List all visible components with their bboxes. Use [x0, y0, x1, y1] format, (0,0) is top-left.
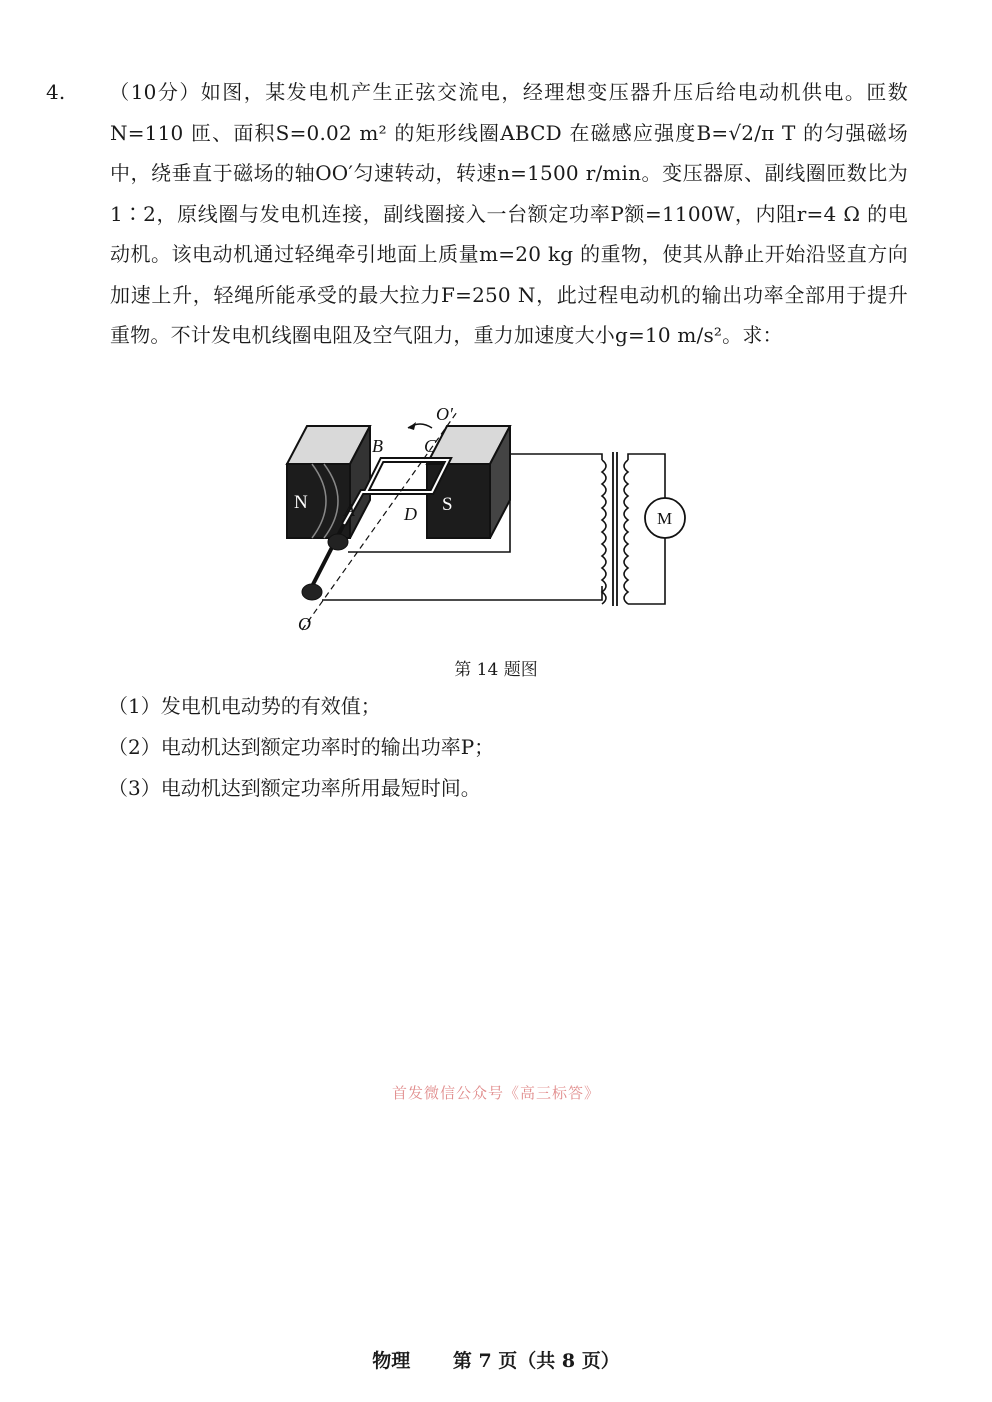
- secondary-circuit: [628, 454, 685, 604]
- label-d: D: [404, 504, 417, 524]
- label-b: B: [372, 436, 383, 456]
- problem-text: （10分）如图，某发电机产生正弦交流电，经理想变压器升压后给电动机供电。匝数N=110 匝、面积S=0.02 m² 的矩形线圈ABCD 在磁感应强度B=√2/π T 的匀强磁场中，绕垂直于磁场的轴OO′匀速转动，转速n=1500 r/min。变压器原、副线圈匝数比为1∶2，原线圈与发电机连接，副线圈接入一台额定功率P额=1100W，内阻r=4 Ω 的电动机。该电动机通过轻绳牵引地面上质量m=20 kg 的重物，使其从静止开始沿竖直方向加速上升，轻绳所能承受的最大拉力F=250 N，此过程电动机的输出功率全部用于提升重物。不计发电机线圈电阻及空气阻力，重力加速度大小g=10 m/s²。求：: [108, 80, 908, 347]
- transformer: [602, 452, 628, 606]
- label-o: O: [298, 614, 311, 634]
- watermark-text: 首发微信公众号《高三标答》: [391, 1084, 600, 1102]
- label-motor: M: [657, 509, 673, 528]
- north-magnet: [287, 426, 370, 538]
- label-south: S: [442, 494, 453, 515]
- page-footer: [0, 1346, 992, 1373]
- generator-diagram: [282, 402, 702, 638]
- label-north: N: [294, 492, 308, 513]
- label-c: C: [424, 436, 437, 456]
- secondary-coil: [624, 460, 628, 604]
- problem-number: 4.: [46, 80, 66, 104]
- questions-list: [108, 686, 494, 809]
- footer-subject: 物理: [372, 1350, 411, 1372]
- label-a: A: [344, 500, 355, 520]
- footer-page-number: 第 7 页（共 8 页）: [452, 1350, 620, 1372]
- rotation-arrowhead: [408, 422, 416, 430]
- diagram-svg: [282, 402, 702, 638]
- problem-paragraph: [46, 72, 908, 356]
- primary-coil: [602, 460, 606, 604]
- question-3: （3）电动机达到额定功率所用最短时间。: [108, 776, 481, 800]
- label-o-prime: O′: [436, 404, 453, 424]
- question-1: （1）发电机电动势的有效值；: [108, 694, 381, 718]
- figure-caption: 第 14 题图: [454, 660, 538, 680]
- question-2: （2）电动机达到额定功率时的输出功率P；: [108, 735, 495, 759]
- problem-block: [46, 72, 908, 356]
